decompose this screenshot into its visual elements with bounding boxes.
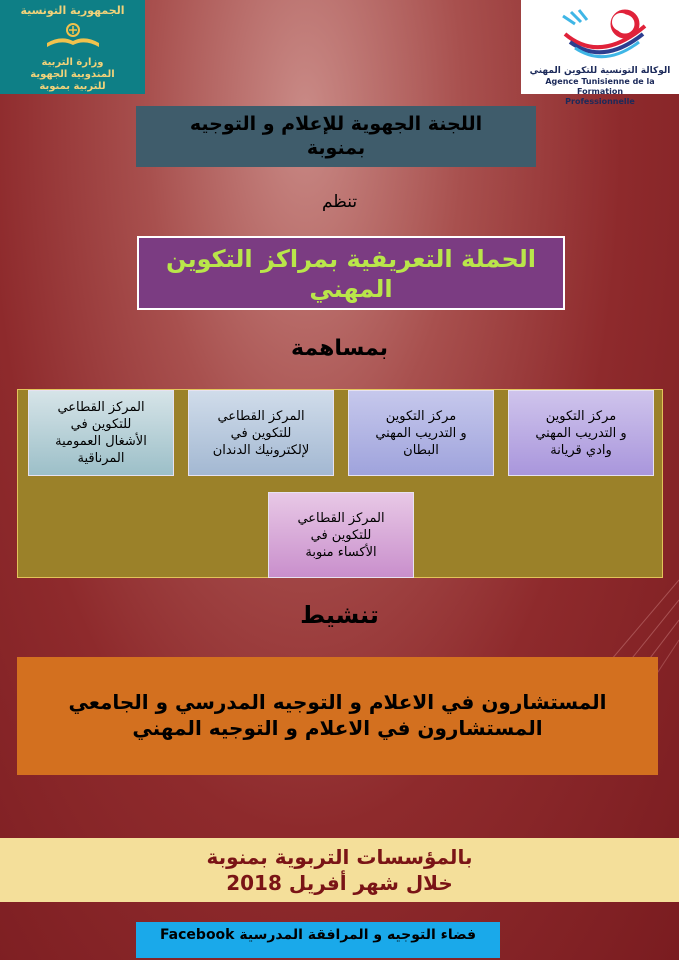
center-card-line: الأكساء منوبة bbox=[305, 544, 377, 560]
ministry-logo bbox=[0, 0, 145, 94]
committee-title bbox=[136, 106, 536, 167]
facebook-banner: فضاء التوجيه و المرافقة المدرسية Facebook bbox=[136, 922, 500, 958]
center-card-line: و التدريب المهني bbox=[535, 425, 627, 441]
campaign-title-line1: الحملة التعريفية بمراكز التكوين bbox=[166, 245, 536, 273]
location-text: بالمؤسسات التربوية بمنوبة bbox=[206, 845, 473, 869]
center-card-line: للتكوين في bbox=[310, 527, 372, 543]
center-card-line: لإلكترونيك الدندان bbox=[212, 442, 310, 458]
campaign-title bbox=[137, 236, 565, 310]
date-band bbox=[0, 838, 679, 902]
atfp-arabic-name: الوكالة التونسية للتكوين المهني bbox=[529, 66, 671, 76]
center-card-line: مركز التكوين bbox=[385, 408, 457, 424]
organizes-text: تنظم bbox=[321, 192, 358, 212]
republic-text: الجمهورية التونسية bbox=[20, 4, 125, 17]
committee-title-line1: اللجنة الجهوية للإعلام و التوجيه bbox=[189, 113, 483, 135]
center-card-line: للتكوين في bbox=[230, 425, 292, 441]
ministry-text: وزارة التربية bbox=[41, 57, 104, 68]
counselors-box bbox=[17, 657, 658, 775]
atfp-french-name-2: Professionnelle bbox=[565, 97, 635, 106]
atfp-logo bbox=[521, 0, 679, 106]
ministry-emblem-icon bbox=[43, 21, 103, 51]
center-card-line: وادي قريانة bbox=[550, 442, 612, 458]
center-card-line: و التدريب المهني bbox=[375, 425, 467, 441]
committee-title-line2: بمنوبة bbox=[306, 137, 366, 159]
date-text: خلال شهر أفريل 2018 bbox=[226, 871, 453, 895]
campaign-title-line2: المهني bbox=[309, 275, 393, 303]
center-card-line: المركز القطاعي bbox=[217, 408, 305, 424]
center-card-oued-ellil bbox=[508, 390, 654, 476]
counselors-line2: المستشارون في الاعلام و التوجيه المهني bbox=[132, 716, 543, 740]
center-card-electronics-denden bbox=[188, 390, 334, 476]
atfp-french-name: Agence Tunisienne de la Formation bbox=[545, 77, 655, 96]
center-card-line: مركز التكوين bbox=[545, 408, 617, 424]
counselors-line1: المستشارون في الاعلام و التوجيه المدرسي و الجامعي bbox=[68, 690, 607, 714]
delegation-region-text: للتربية بمنوبة bbox=[39, 81, 106, 92]
center-card-line: المركز القطاعي bbox=[57, 400, 145, 415]
center-card-battan bbox=[348, 390, 494, 476]
center-card-line: للتكوين في bbox=[70, 417, 132, 432]
delegation-text: المندوبية الجهوية bbox=[30, 69, 115, 80]
animation-heading: تنشيط bbox=[300, 601, 379, 629]
contribution-heading: بمساهمة bbox=[290, 336, 388, 361]
center-card-clothing-manouba bbox=[268, 492, 414, 578]
center-card-public-works-mornaguia bbox=[28, 390, 174, 476]
center-card-line: الأشغال العمومية المرناقية bbox=[55, 434, 147, 466]
atfp-logo-icon bbox=[545, 4, 655, 62]
center-card-line: المركز القطاعي bbox=[297, 510, 385, 526]
center-card-line: البطان bbox=[403, 442, 439, 458]
